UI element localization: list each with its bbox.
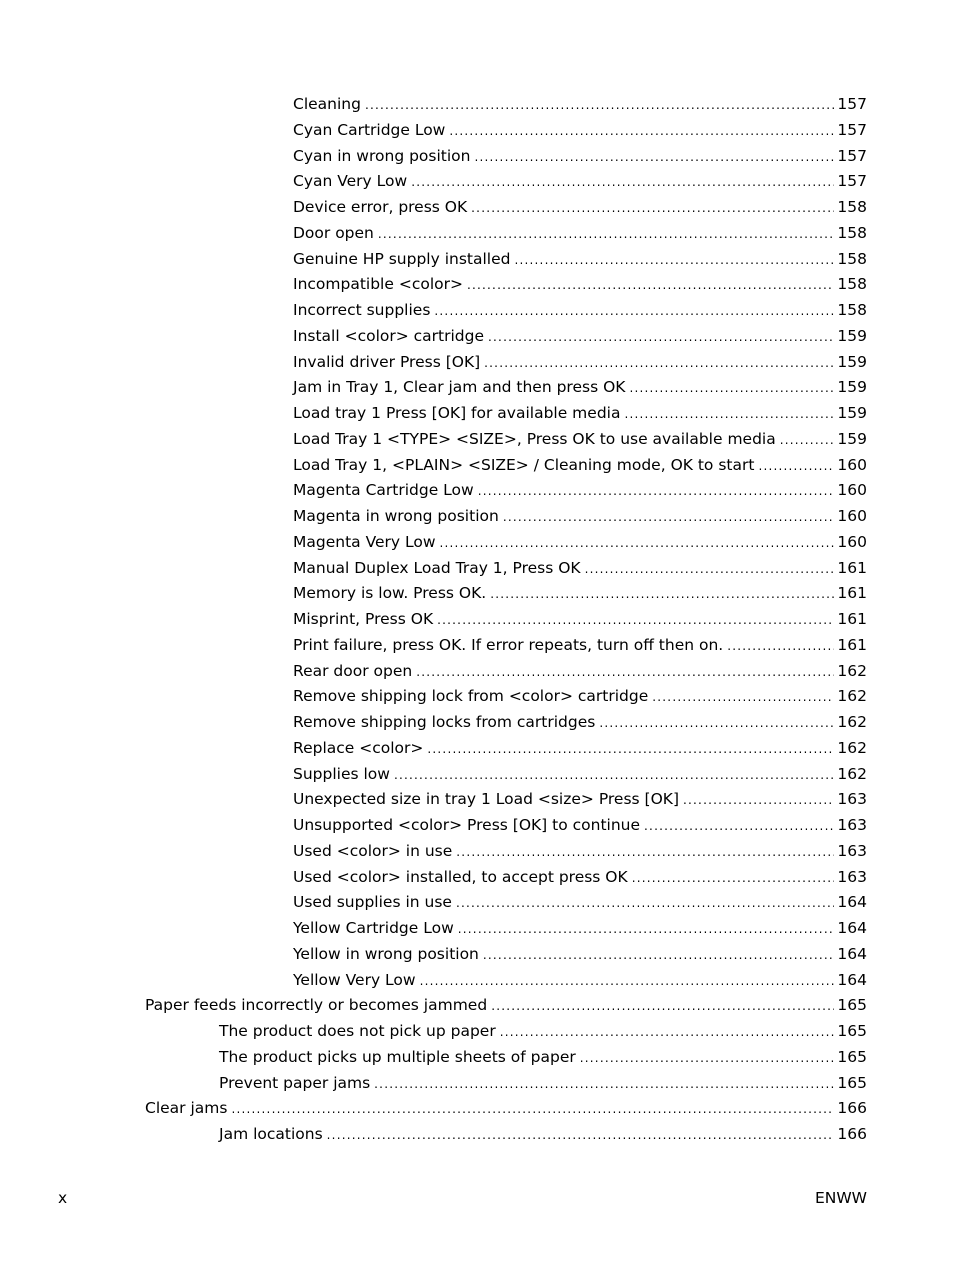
toc-entry-page: 163 (837, 867, 867, 886)
toc-entry-title: Cyan Cartridge Low (293, 120, 446, 139)
toc-entry[interactable] (0, 118, 954, 144)
dot-leader (449, 118, 834, 144)
toc-entry-page: 159 (837, 352, 867, 371)
dot-leader (624, 401, 834, 427)
toc-entry[interactable] (0, 762, 954, 788)
toc-entry-title: Invalid driver Press [OK] (293, 352, 481, 371)
toc-entry[interactable] (0, 247, 954, 273)
toc-entry-page: 162 (837, 661, 867, 680)
toc-entry-page: 162 (837, 738, 867, 757)
toc-entry-title: Used supplies in use (293, 893, 452, 912)
toc-entry-page: 165 (837, 1047, 867, 1066)
dot-leader (488, 324, 834, 350)
toc-entry-page: 157 (837, 146, 867, 165)
toc-entry[interactable] (0, 607, 954, 633)
toc-entry-title: The product picks up multiple sheets of paper (219, 1047, 576, 1066)
toc-entry-page: 166 (837, 1125, 867, 1143)
toc-entry-page: 165 (837, 1022, 867, 1040)
dot-leader (231, 1096, 834, 1122)
toc-entry-title: Yellow Cartridge Low (293, 919, 454, 937)
toc-entry[interactable] (0, 169, 954, 195)
toc-entry-title: The product does not pick up paper (219, 1022, 496, 1040)
toc-entry-page: 161 (837, 584, 867, 603)
toc-entry-title: Clear jams (145, 1099, 228, 1118)
toc-entry[interactable] (0, 633, 954, 659)
toc-entry[interactable] (0, 453, 954, 479)
toc-entry[interactable] (0, 298, 954, 324)
dot-leader (514, 247, 834, 273)
dot-leader (727, 633, 834, 659)
toc-entry[interactable] (0, 736, 954, 762)
dot-leader (411, 169, 834, 195)
dot-leader (474, 144, 834, 170)
dot-leader (503, 504, 835, 530)
toc-entry-title: Remove shipping lock from <color> cartridge (293, 687, 649, 706)
toc-entry-page: 157 (837, 95, 867, 113)
toc-entry[interactable] (0, 504, 954, 530)
toc-entry[interactable] (0, 1071, 954, 1097)
toc-entry-page: 165 (837, 1073, 867, 1092)
toc-entry[interactable] (0, 684, 954, 710)
dot-leader (458, 916, 835, 942)
toc-entry[interactable] (0, 890, 954, 916)
toc-entry-title: Jam locations (219, 1125, 323, 1143)
toc-entry-page: 159 (837, 378, 867, 397)
toc-entry-title: Paper feeds incorrectly or becomes jammed (145, 996, 488, 1015)
dot-leader (394, 762, 834, 788)
toc-entry-title: Incompatible <color> (293, 275, 463, 294)
toc-entry[interactable] (0, 659, 954, 685)
toc-entry-page: 164 (837, 944, 867, 963)
toc-entry[interactable] (0, 195, 954, 221)
toc-entry-page: 160 (837, 455, 867, 474)
dot-leader (629, 375, 834, 401)
toc-entry-title: Used <color> installed, to accept press OK (293, 867, 628, 886)
toc-entry-title: Print failure, press OK. If error repeats, turn off then on. (293, 635, 724, 654)
dot-leader (491, 993, 834, 1019)
toc-entry-title: Supplies low (293, 764, 390, 783)
dot-leader (437, 607, 834, 633)
page-number: x (58, 1189, 68, 1207)
toc-entry[interactable] (0, 1096, 954, 1122)
toc-entry-page: 163 (837, 816, 867, 834)
toc-entry-page: 164 (837, 970, 867, 989)
toc-entry[interactable] (0, 1019, 954, 1045)
toc-entry-title: Prevent paper jams (219, 1073, 371, 1092)
toc-entry-title: Misprint, Press OK (293, 610, 434, 628)
toc-entry[interactable] (0, 865, 954, 891)
dot-leader (440, 530, 835, 556)
toc-entry-page: 161 (837, 610, 867, 628)
toc-entry[interactable] (0, 993, 954, 1019)
dot-leader (585, 556, 835, 582)
dot-leader (632, 865, 835, 891)
dot-leader (327, 1122, 835, 1148)
toc-entry[interactable] (0, 1122, 954, 1148)
toc-entry[interactable] (0, 839, 954, 865)
toc-entry-page: 164 (837, 893, 867, 912)
dot-leader (471, 195, 834, 221)
toc-entry-page: 157 (837, 120, 867, 139)
toc-entry-page: 159 (837, 404, 867, 422)
toc-entry-page: 161 (837, 635, 867, 654)
toc-entry-page: 165 (837, 996, 867, 1015)
toc-entry[interactable] (0, 324, 954, 350)
dot-leader (483, 942, 835, 968)
toc-entry-title: Magenta Cartridge Low (293, 481, 474, 500)
toc-entry-title: Yellow Very Low (293, 970, 416, 989)
toc-entry[interactable] (0, 350, 954, 376)
toc-entry-title: Jam in Tray 1, Clear jam and then press OK (293, 378, 626, 397)
toc-entry-title: Cleaning (293, 95, 361, 113)
toc-entry[interactable] (0, 710, 954, 736)
toc-entry-title: Load Tray 1, <PLAIN> <SIZE> / Cleaning mode, OK to start (293, 455, 755, 474)
dot-leader (500, 1019, 835, 1045)
toc-entry[interactable] (0, 92, 954, 118)
dot-leader (478, 478, 835, 504)
toc-entry-page: 162 (837, 687, 867, 706)
toc-entry-title: Rear door open (293, 661, 413, 680)
toc-entry-title: Cyan in wrong position (293, 146, 471, 165)
toc-entry-title: Device error, press OK (293, 198, 468, 216)
toc-entry-page: 158 (837, 249, 867, 268)
toc-entry-page: 158 (837, 223, 867, 242)
dot-leader (467, 272, 834, 298)
toc-entry-page: 160 (837, 481, 867, 500)
toc-entry-title: Load Tray 1 <TYPE> <SIZE>, Press OK to use available media (293, 429, 776, 448)
dot-leader (652, 684, 834, 710)
toc-entry-page: 158 (837, 198, 867, 216)
toc-entry[interactable] (0, 556, 954, 582)
toc-entry-title: Memory is low. Press OK. (293, 584, 487, 603)
dot-leader (780, 427, 835, 453)
toc-entry-title: Yellow in wrong position (293, 944, 479, 963)
toc-entry-title: Magenta Very Low (293, 532, 436, 551)
dot-leader (434, 298, 834, 324)
toc-entry[interactable] (0, 221, 954, 247)
toc-entry-page: 163 (837, 841, 867, 860)
toc-entry-title: Incorrect supplies (293, 301, 431, 319)
toc-entry[interactable] (0, 272, 954, 298)
toc-entry-page: 158 (837, 301, 867, 319)
toc-entry[interactable] (0, 968, 954, 994)
dot-leader (484, 350, 834, 376)
dot-leader (683, 787, 834, 813)
toc-entry-page: 162 (837, 713, 867, 731)
dot-leader (416, 659, 834, 685)
toc-entry-page: 157 (837, 172, 867, 191)
toc-entry[interactable] (0, 401, 954, 427)
toc-entry-title: Cyan Very Low (293, 172, 408, 191)
toc-entry[interactable] (0, 1045, 954, 1071)
dot-leader (758, 453, 834, 479)
toc-entry-page: 159 (837, 326, 867, 345)
dot-leader (644, 813, 834, 839)
toc-entry-title: Unexpected size in tray 1 Load <size> Press [OK] (293, 790, 680, 809)
toc-entry[interactable] (0, 813, 954, 839)
toc-entry[interactable] (0, 530, 954, 556)
toc-entry-title: Install <color> cartridge (293, 326, 485, 345)
toc-entry[interactable] (0, 427, 954, 453)
toc-entry-title: Used <color> in use (293, 841, 453, 860)
toc-entry[interactable] (0, 478, 954, 504)
toc-entry-page: 160 (837, 532, 867, 551)
dot-leader (420, 968, 835, 994)
toc-entry-title: Unsupported <color> Press [OK] to continue (293, 816, 641, 834)
toc-entry-page: 159 (837, 429, 867, 448)
dot-leader (580, 1045, 835, 1071)
dot-leader (427, 736, 834, 762)
toc-entry-page: 163 (837, 790, 867, 809)
dot-leader (378, 221, 835, 247)
toc-entry[interactable] (0, 375, 954, 401)
toc-entry-title: Door open (293, 223, 374, 242)
toc-entry-title: Remove shipping locks from cartridges (293, 713, 596, 731)
toc-entry-title: Genuine HP supply installed (293, 249, 511, 268)
dot-leader (599, 710, 834, 736)
toc-entry[interactable] (0, 916, 954, 942)
toc-entry-page: 158 (837, 275, 867, 294)
toc-entry-title: Magenta in wrong position (293, 507, 499, 525)
toc-entry-page: 166 (837, 1099, 867, 1118)
toc-entry-page: 160 (837, 507, 867, 525)
dot-leader (490, 581, 834, 607)
toc-entry[interactable] (0, 787, 954, 813)
toc-entry[interactable] (0, 942, 954, 968)
footer-label: ENWW (814, 1189, 867, 1207)
toc-entry-page: 162 (837, 764, 867, 783)
toc-entry-title: Load tray 1 Press [OK] for available media (293, 404, 621, 422)
toc-entry-title: Manual Duplex Load Tray 1, Press OK (293, 558, 581, 577)
toc-entry-page: 161 (837, 558, 867, 577)
dot-leader (456, 839, 834, 865)
table-of-contents (0, 92, 954, 1148)
toc-entry-page: 164 (837, 919, 867, 937)
dot-leader (456, 890, 834, 916)
toc-entry[interactable] (0, 144, 954, 170)
dot-leader (374, 1071, 834, 1097)
dot-leader (365, 92, 834, 118)
toc-entry[interactable] (0, 581, 954, 607)
toc-entry-title: Replace <color> (293, 738, 424, 757)
